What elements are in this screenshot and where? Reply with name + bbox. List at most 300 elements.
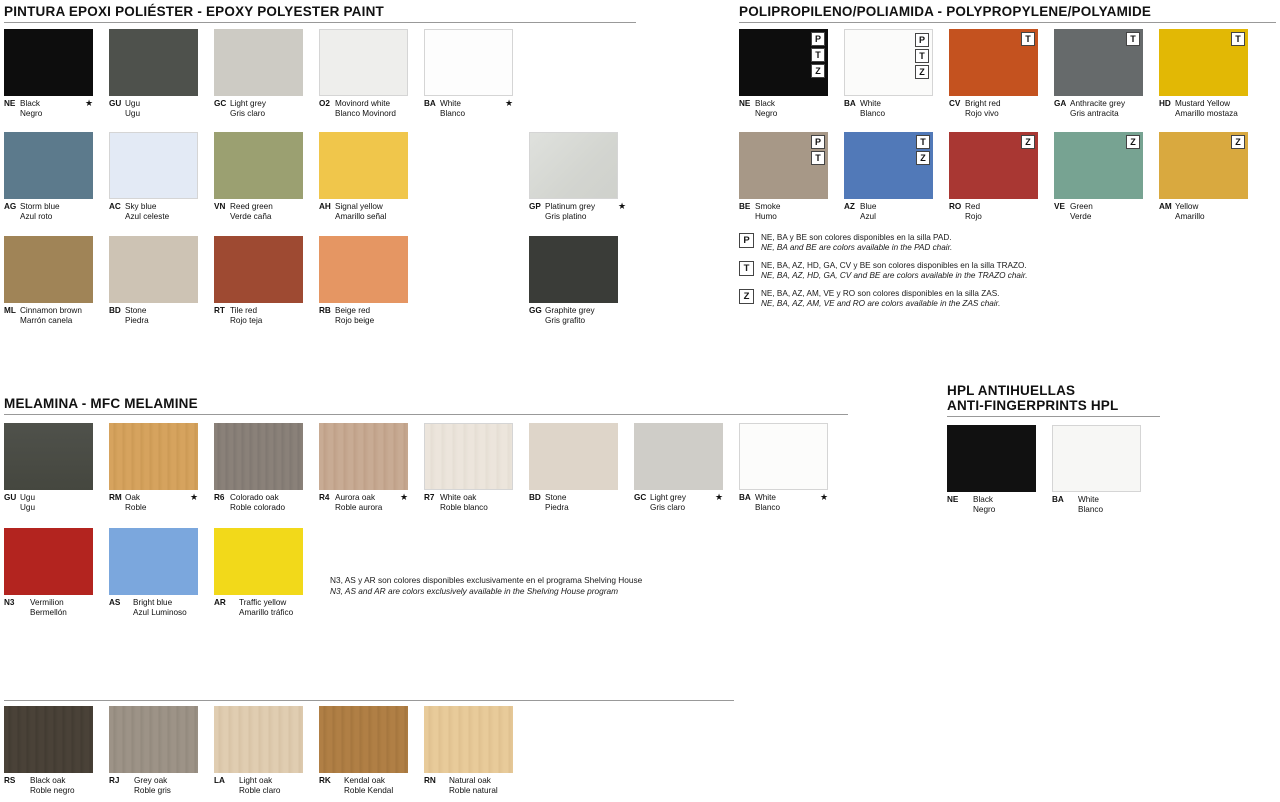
swatch-label xyxy=(214,306,319,326)
swatch-name-en: Storm blue xyxy=(20,202,60,211)
swatch-pp-HD[interactable] xyxy=(1159,29,1264,119)
swatch-mel-RM[interactable] xyxy=(109,423,214,513)
star-icon: ★ xyxy=(85,98,94,108)
swatch-name-es: Verde xyxy=(1070,212,1092,222)
polypropylene-section-title: POLIPROPILENO/POLIAMIDA - POLYPROPYLENE/POLYAMIDE xyxy=(739,4,1152,19)
availability-tags xyxy=(1021,135,1035,149)
legend-text-T xyxy=(761,261,1028,282)
swatch-name-en: Ugu xyxy=(125,99,141,108)
swatch-label xyxy=(1159,202,1264,222)
polypropylene-row-1 xyxy=(739,29,1264,125)
swatch-code: NE xyxy=(4,99,16,108)
swatch-code: BA xyxy=(1052,495,1064,504)
swatch-code: LA xyxy=(214,776,225,785)
tag-badge-Z: Z xyxy=(1021,135,1035,149)
swatch-code: HD xyxy=(1159,99,1171,108)
swatch-label xyxy=(529,306,634,326)
swatch-name-en: Vermilion xyxy=(30,598,64,607)
swatch-name-en: Stone xyxy=(545,493,567,502)
hpl-section-title-line2: ANTI-FINGERPRINTS HPL xyxy=(947,398,1119,413)
swatch-name-es: Blanco Movinord xyxy=(335,109,396,119)
swatch-name-es: Rojo teja xyxy=(230,316,263,326)
color-chip[interactable] xyxy=(214,132,303,199)
color-chip[interactable] xyxy=(4,29,93,96)
swatch-name-en: Beige red xyxy=(335,306,371,315)
swatch-name-en: Sky blue xyxy=(125,202,157,211)
swatch-mel-R4[interactable] xyxy=(319,423,424,513)
swatch-code: RJ xyxy=(109,776,120,785)
swatch-epoxy-AC[interactable] xyxy=(109,132,214,222)
swatch-name-en: Reed green xyxy=(230,202,273,211)
swatch-pp-VE[interactable] xyxy=(1054,132,1159,222)
swatch-mel-AS[interactable] xyxy=(109,528,214,618)
swatch-name-en: Movinord white xyxy=(335,99,391,108)
swatch-name-es: Piedra xyxy=(545,503,569,513)
legend-tag-T: T xyxy=(739,261,754,276)
swatch-name-en: Black xyxy=(755,99,776,108)
tag-badge-T: T xyxy=(811,48,825,62)
swatch-name-en: Black xyxy=(973,495,994,504)
hpl-title-rule xyxy=(947,416,1160,417)
swatch-label xyxy=(949,99,1054,119)
tag-badge-T: T xyxy=(916,135,930,149)
swatch-name-es: Blanco xyxy=(1078,505,1104,515)
color-chip[interactable] xyxy=(949,132,1038,199)
color-chip[interactable] xyxy=(109,423,198,490)
swatch-label xyxy=(109,202,214,222)
swatch-name-es: Gris claro xyxy=(650,503,686,513)
swatch-code: NE xyxy=(739,99,751,108)
swatch-code: R4 xyxy=(319,493,330,502)
legend-row-Z xyxy=(739,289,1209,310)
swatch-code: RS xyxy=(4,776,16,785)
hpl-section-title-line1: HPL ANTIHUELLAS xyxy=(947,383,1076,398)
availability-tags xyxy=(1021,32,1035,46)
swatch-label xyxy=(739,202,844,222)
swatch-pp-AM[interactable] xyxy=(1159,132,1264,222)
swatch-mel-N3[interactable] xyxy=(4,528,109,618)
swatch-name-es: Roble natural xyxy=(449,786,498,796)
swatch-name-en: White xyxy=(860,99,881,108)
swatch-name-es: Roble negro xyxy=(30,786,75,796)
star-icon: ★ xyxy=(190,492,199,502)
swatch-code: GU xyxy=(109,99,122,108)
swatch-label xyxy=(529,202,634,222)
swatch-epoxy-RT[interactable] xyxy=(214,236,319,326)
color-chip[interactable] xyxy=(529,236,618,303)
legend-text-es: NE, BA, AZ, AM, VE y RO son colores disponibles en la silla ZAS. xyxy=(761,288,1000,298)
color-chip[interactable] xyxy=(844,132,933,199)
swatch-label xyxy=(319,306,424,326)
swatch-epoxy-BD[interactable] xyxy=(109,236,214,326)
tag-badge-T: T xyxy=(1021,32,1035,46)
swatch-label xyxy=(319,493,424,513)
swatch-code: AC xyxy=(109,202,121,211)
swatch-name-es: Gris platino xyxy=(545,212,587,222)
swatch-epoxy-BA[interactable] xyxy=(424,29,529,119)
swatch-name-en: Cinnamon brown xyxy=(20,306,82,315)
swatch-code: N3 xyxy=(4,598,15,607)
swatch-name-es: Rojo vivo xyxy=(965,109,999,119)
swatch-name-es: Gris antracita xyxy=(1070,109,1119,119)
swatch-mel-RN[interactable] xyxy=(424,706,529,796)
swatch-pp-AZ[interactable] xyxy=(844,132,949,222)
swatch-name-en: Graphite grey xyxy=(545,306,595,315)
swatch-name-es: Amarillo mostaza xyxy=(1175,109,1238,119)
swatch-epoxy-O2[interactable] xyxy=(319,29,424,119)
swatch-code: AZ xyxy=(844,202,855,211)
color-chip[interactable] xyxy=(949,29,1038,96)
epoxy-row-1 xyxy=(4,29,529,125)
color-chip[interactable] xyxy=(739,132,828,199)
swatch-code: AG xyxy=(4,202,17,211)
tag-badge-P: P xyxy=(811,32,825,46)
swatch-name-es: Negro xyxy=(755,109,778,119)
star-icon: ★ xyxy=(400,492,409,502)
availability-tags xyxy=(1126,135,1140,149)
swatch-pp-BE[interactable] xyxy=(739,132,844,222)
swatch-mel-RK[interactable] xyxy=(319,706,424,796)
swatch-code: BA xyxy=(844,99,856,108)
swatch-code: R6 xyxy=(214,493,225,502)
swatch-mel-R6[interactable] xyxy=(214,423,319,513)
swatch-name-en: Yellow xyxy=(1175,202,1199,211)
swatch-pp-CV[interactable] xyxy=(949,29,1054,119)
swatch-name-en: Signal yellow xyxy=(335,202,383,211)
swatch-mel-RS[interactable] xyxy=(4,706,109,796)
color-chip[interactable] xyxy=(529,423,618,490)
swatch-label xyxy=(739,493,844,513)
color-chip[interactable] xyxy=(1054,132,1143,199)
tag-badge-Z: Z xyxy=(915,65,929,79)
color-chip[interactable] xyxy=(214,706,303,773)
swatch-label xyxy=(214,202,319,222)
color-chip[interactable] xyxy=(424,706,513,773)
hpl-section xyxy=(947,383,1160,417)
swatch-name-es: Roble aurora xyxy=(335,503,383,513)
hpl-row-1 xyxy=(947,425,1157,521)
swatch-name-es: Rojo beige xyxy=(335,316,375,326)
swatch-label xyxy=(319,99,424,119)
color-chip[interactable] xyxy=(109,706,198,773)
availability-tags xyxy=(1231,32,1245,46)
color-chip[interactable] xyxy=(109,528,198,595)
swatch-mel-LA[interactable] xyxy=(214,706,319,796)
swatch-code: CV xyxy=(949,99,961,108)
swatch-pp-RO[interactable] xyxy=(949,132,1054,222)
swatch-epoxy-GC[interactable] xyxy=(214,29,319,119)
legend-text-P xyxy=(761,233,952,254)
swatch-code: RT xyxy=(214,306,225,315)
swatch-code: AM xyxy=(1159,202,1172,211)
legend-tag-Z: Z xyxy=(739,289,754,304)
color-chip[interactable] xyxy=(4,236,93,303)
swatch-label xyxy=(1054,202,1159,222)
swatch-name-es: Roble claro xyxy=(239,786,281,796)
tag-badge-Z: Z xyxy=(811,64,825,78)
polypropylene-legend xyxy=(739,233,1209,316)
color-chip[interactable] xyxy=(739,423,828,490)
swatch-label xyxy=(319,776,424,796)
swatch-code: BD xyxy=(109,306,121,315)
swatch-name-en: Tile red xyxy=(230,306,257,315)
legend-text-en: NE, BA, AZ, HD, GA, CV and BE are colors available in the TRAZO chair. xyxy=(761,271,1028,281)
swatch-epoxy-spacer xyxy=(424,132,529,222)
swatch-label xyxy=(109,306,214,326)
swatch-name-en: Mustard Yellow xyxy=(1175,99,1231,108)
tag-badge-Z: Z xyxy=(1126,135,1140,149)
epoxy-section xyxy=(4,4,636,23)
color-chip[interactable] xyxy=(739,29,828,96)
swatch-code: GC xyxy=(634,493,647,502)
availability-tags xyxy=(915,33,929,79)
tag-badge-T: T xyxy=(1231,32,1245,46)
polypropylene-row-2 xyxy=(739,132,1264,228)
swatch-label xyxy=(1052,495,1157,515)
legend-text-es: NE, BA, AZ, HD, GA, CV y BE son colores disponibles en la silla TRAZO. xyxy=(761,260,1027,270)
swatch-mel-GC[interactable] xyxy=(634,423,739,513)
swatch-name-en: Grey oak xyxy=(134,776,168,785)
swatch-label xyxy=(214,99,319,119)
swatch-mel-R7[interactable] xyxy=(424,423,529,513)
legend-text-en: NE, BA, AZ, AM, VE and RO are colors available in the ZAS chair. xyxy=(761,299,1001,309)
swatch-label xyxy=(844,202,949,222)
swatch-code: RN xyxy=(424,776,436,785)
color-chip[interactable] xyxy=(109,29,198,96)
swatch-name-es: Bermellón xyxy=(30,608,67,618)
swatch-epoxy-GG[interactable] xyxy=(529,236,634,326)
swatch-epoxy-RB[interactable] xyxy=(319,236,424,326)
swatch-code: VE xyxy=(1054,202,1065,211)
color-chip[interactable] xyxy=(1159,132,1248,199)
legend-tag-P: P xyxy=(739,233,754,248)
color-chip[interactable] xyxy=(424,423,513,490)
swatch-label xyxy=(1054,99,1159,119)
color-chip[interactable] xyxy=(319,423,408,490)
color-chip[interactable] xyxy=(109,236,198,303)
melamine-note xyxy=(330,575,730,596)
color-chip[interactable] xyxy=(529,132,618,199)
swatch-code: RB xyxy=(319,306,331,315)
availability-tags xyxy=(1126,32,1140,46)
epoxy-row-2 xyxy=(4,132,634,228)
swatch-mel-AR[interactable] xyxy=(214,528,319,618)
swatch-name-es: Roble xyxy=(125,503,147,513)
swatch-label xyxy=(949,202,1054,222)
swatch-name-es: Humo xyxy=(755,212,777,222)
swatch-code: VN xyxy=(214,202,226,211)
swatch-code: AH xyxy=(319,202,331,211)
color-chip[interactable] xyxy=(109,132,198,199)
swatch-name-en: Kendal oak xyxy=(344,776,385,785)
swatch-name-en: Light grey xyxy=(650,493,686,502)
swatch-mel-BA[interactable] xyxy=(739,423,844,513)
swatch-code: GU xyxy=(4,493,17,502)
swatch-name-es: Verde caña xyxy=(230,212,272,222)
color-chip[interactable] xyxy=(214,528,303,595)
swatch-label xyxy=(214,776,319,796)
star-icon: ★ xyxy=(505,98,514,108)
swatch-code: GP xyxy=(529,202,541,211)
color-chip[interactable] xyxy=(319,236,408,303)
swatch-label xyxy=(109,99,214,119)
swatch-name-en: Platinum grey xyxy=(545,202,596,211)
melamine-section-title: MELAMINA - MFC MELAMINE xyxy=(4,396,198,411)
melamine-bottom-row xyxy=(4,706,529,802)
swatch-name-es: Azul celeste xyxy=(125,212,170,222)
swatch-label xyxy=(4,598,109,618)
swatch-code: R7 xyxy=(424,493,435,502)
color-chip[interactable] xyxy=(1159,29,1248,96)
star-icon: ★ xyxy=(618,201,627,211)
swatch-code: GA xyxy=(1054,99,1067,108)
star-icon: ★ xyxy=(820,492,829,502)
color-chip[interactable] xyxy=(214,29,303,96)
color-chip[interactable] xyxy=(1054,29,1143,96)
swatch-epoxy-GU[interactable] xyxy=(109,29,214,119)
legend-row-P xyxy=(739,233,1209,254)
color-chip[interactable] xyxy=(4,132,93,199)
swatch-mel-BD[interactable] xyxy=(529,423,634,513)
swatch-label xyxy=(634,493,739,513)
color-chip[interactable] xyxy=(319,706,408,773)
swatch-name-es: Piedra xyxy=(125,316,149,326)
polypropylene-title-rule xyxy=(739,22,1276,23)
color-chip[interactable] xyxy=(319,29,408,96)
swatch-code: BD xyxy=(529,493,541,502)
swatch-label xyxy=(4,306,109,326)
swatch-name-es: Roble colorado xyxy=(230,503,286,513)
swatch-mel-GU[interactable] xyxy=(4,423,109,513)
melamine-title-rule xyxy=(4,414,848,415)
swatch-name-es: Blanco xyxy=(860,109,886,119)
swatch-epoxy-GP[interactable] xyxy=(529,132,634,222)
swatch-label xyxy=(529,493,634,513)
swatch-name-es: Ugu xyxy=(20,503,36,513)
epoxy-row-3 xyxy=(4,236,634,332)
color-chip[interactable] xyxy=(634,423,723,490)
tag-badge-T: T xyxy=(915,49,929,63)
swatch-epoxy-NE[interactable] xyxy=(4,29,109,119)
swatch-pp-GA[interactable] xyxy=(1054,29,1159,119)
swatch-name-en: White xyxy=(440,99,461,108)
swatch-epoxy-AG[interactable] xyxy=(4,132,109,222)
swatch-hpl-NE[interactable] xyxy=(947,425,1052,515)
swatch-name-en: White xyxy=(755,493,776,502)
swatch-name-en: Traffic yellow xyxy=(239,598,287,607)
color-chip[interactable] xyxy=(214,423,303,490)
swatch-pp-BA[interactable] xyxy=(844,29,949,119)
swatch-code: BE xyxy=(739,202,751,211)
swatch-code: AS xyxy=(109,598,121,607)
tag-badge-T: T xyxy=(811,151,825,165)
availability-tags xyxy=(1231,135,1245,149)
melamine-note-en: N3, AS and AR are colors exclusively available in the Shelving House program xyxy=(330,585,619,596)
swatch-label xyxy=(844,99,949,119)
swatch-name-es: Azul roto xyxy=(20,212,53,222)
swatch-name-en: Aurora oak xyxy=(335,493,376,502)
swatch-name-en: Red xyxy=(965,202,981,211)
swatch-code: GC xyxy=(214,99,227,108)
swatch-label xyxy=(1159,99,1264,119)
swatch-code: BA xyxy=(739,493,751,502)
swatch-name-en: Stone xyxy=(125,306,147,315)
legend-text-es: NE, BA y BE son colores disponibles en la silla PAD. xyxy=(761,233,952,242)
swatch-epoxy-AH[interactable] xyxy=(319,132,424,222)
swatch-label xyxy=(109,776,214,796)
color-chip[interactable] xyxy=(4,423,93,490)
swatch-name-es: Roble blanco xyxy=(440,503,488,513)
swatch-name-en: White xyxy=(1078,495,1099,504)
swatch-label xyxy=(947,495,1052,515)
color-chip[interactable] xyxy=(844,29,933,96)
swatch-label xyxy=(4,493,109,513)
swatch-name-es: Amarillo xyxy=(1175,212,1205,222)
swatch-code: RK xyxy=(319,776,331,785)
swatch-name-en: Oak xyxy=(125,493,141,502)
melamine-section xyxy=(4,396,848,415)
color-chip[interactable] xyxy=(4,528,93,595)
melamine-row-2 xyxy=(4,528,319,624)
swatch-code: ML xyxy=(4,306,16,315)
swatch-label xyxy=(214,598,319,618)
swatch-pp-NE[interactable] xyxy=(739,29,844,119)
swatch-name-en: Black xyxy=(20,99,41,108)
color-chip[interactable] xyxy=(319,132,408,199)
swatch-label xyxy=(109,493,214,513)
swatch-label xyxy=(319,202,424,222)
swatch-name-es: Blanco xyxy=(755,503,781,513)
swatch-code: RM xyxy=(109,493,122,502)
swatch-mel-RJ[interactable] xyxy=(109,706,214,796)
color-chip[interactable] xyxy=(947,425,1036,492)
swatch-name-es: Roble gris xyxy=(134,786,171,796)
swatch-name-es: Azul xyxy=(860,212,876,222)
swatch-name-es: Azul Luminoso xyxy=(133,608,187,618)
legend-text-Z xyxy=(761,289,1000,310)
swatch-label xyxy=(4,776,109,796)
swatch-name-en: Green xyxy=(1070,202,1093,211)
swatch-name-es: Negro xyxy=(973,505,996,515)
swatch-label xyxy=(424,493,529,513)
swatch-code: O2 xyxy=(319,99,330,108)
swatch-label xyxy=(739,99,844,119)
color-chip[interactable] xyxy=(4,706,93,773)
swatch-name-es: Roble Kendal xyxy=(344,786,394,796)
swatch-label xyxy=(4,202,109,222)
swatch-name-es: Gris grafito xyxy=(545,316,586,326)
availability-tags xyxy=(916,135,930,165)
bottom-divider xyxy=(4,700,734,701)
swatch-code: BA xyxy=(424,99,436,108)
tag-badge-P: P xyxy=(811,135,825,149)
availability-tags xyxy=(811,135,825,165)
legend-text-en: NE, BA and BE are colors available in the PAD chair. xyxy=(761,243,953,253)
swatch-epoxy-VN[interactable] xyxy=(214,132,319,222)
swatch-hpl-BA[interactable] xyxy=(1052,425,1157,515)
swatch-name-en: Blue xyxy=(860,202,877,211)
polypropylene-section xyxy=(739,4,1276,23)
tag-badge-T: T xyxy=(1126,32,1140,46)
swatch-epoxy-ML[interactable] xyxy=(4,236,109,326)
epoxy-section-title: PINTURA EPOXI POLIÉSTER - EPOXY POLYESTER PAINT xyxy=(4,4,384,19)
swatch-label xyxy=(424,99,529,119)
color-chip[interactable] xyxy=(424,29,513,96)
swatch-name-es: Blanco xyxy=(440,109,466,119)
swatch-name-en: Anthracite grey xyxy=(1070,99,1126,108)
color-chip[interactable] xyxy=(1052,425,1141,492)
color-chip[interactable] xyxy=(214,236,303,303)
